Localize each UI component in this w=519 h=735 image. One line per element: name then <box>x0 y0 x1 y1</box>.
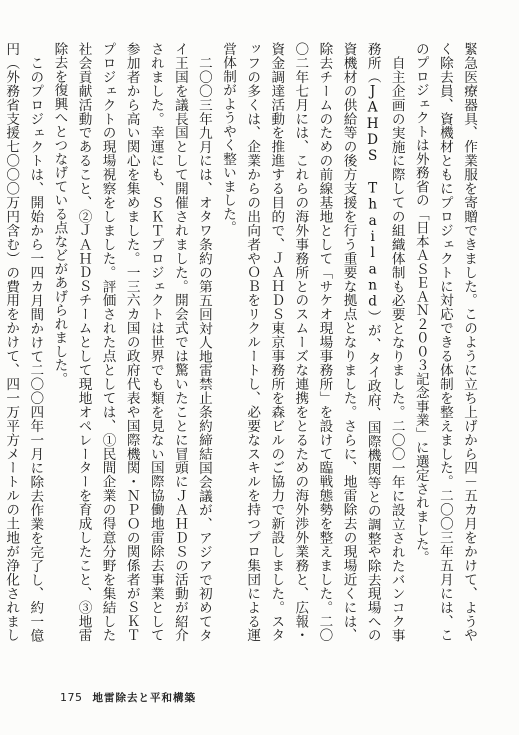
running-title: 地雷除去と平和構築 <box>92 692 196 704</box>
page-footer <box>60 690 196 705</box>
paragraph-2: 自主企画の実施に際しての組織体制も必要となりました。二〇〇一年に設立されたバンコク事務所（JAHDS Thailand）が、タイ政府、国際機関等との調整や除去現場への資機材の供給等の後方支援を行う重要な拠点となりました。さらに、地雷除去の現場近くには、除去チームのための前線基地として「サケオ現場事務所」を設けて臨戦態勢を整えました。二〇〇二年七月には、これらの海外事務所とのスムーズな連携をとるための海外渉外業務と、広報・資金調達活動を推進する目的で、ＪＡＨＤＳ東京事務所を森ビルのご協力で新設しました。スタッフの多くは、企業からの出向者やＯＢをリクルートし、必要なスキルを持つプロ集団による運営体制がようやく整いました。 <box>220 42 405 642</box>
paragraph-4: このプロジェクトは、開始から一四カ月間かけて二〇〇四年一月に除去作業を完了し、約一億円（外務省支援七〇〇〇万円含む）の費用をかけて、四一万平方メートルの土地が浄化されまし <box>3 42 44 642</box>
paragraph-1: 緊急医療器具、作業服を寄贈できました。このように立ち上げから四－五カ月をかけて、ようやく除去員、資機材ともにプロジェクトに対応できる体制を整えました。二〇〇三年五月には、このプロジェクトは外務省の「日本ＡＳＥＡＮ２００３記念事業」に選定されました。 <box>412 42 477 642</box>
body-text <box>3 42 481 642</box>
paragraph-3: 二〇〇三年九月には、オタワ条約の第五回対人地雷禁止条約締結国会議が、アジアで初めてタイ王国を議長国として開催されました。開会式では驚いたことに冒頭にＪＡＨＤＳの活動が紹介されました。幸運にも、ＳＫＴプロジェクトは世界でも類を見ない国際協働地雷除去事業として参加者から高い関心を集めました。一三六カ国の政府代表や国際機関・ＮＰＯの関係者がＳＫＴプロジェクトの現場視察をしました。評価された点としては、①民間企業の得意分野を集結した社会貢献活動であること、②ＪＡＨＤＳチームとして現地オペレーターを育成したこと、③地雷除去を復興へとつなげている点などがあげられました。 <box>51 42 212 642</box>
page-number: 175 <box>60 691 83 704</box>
